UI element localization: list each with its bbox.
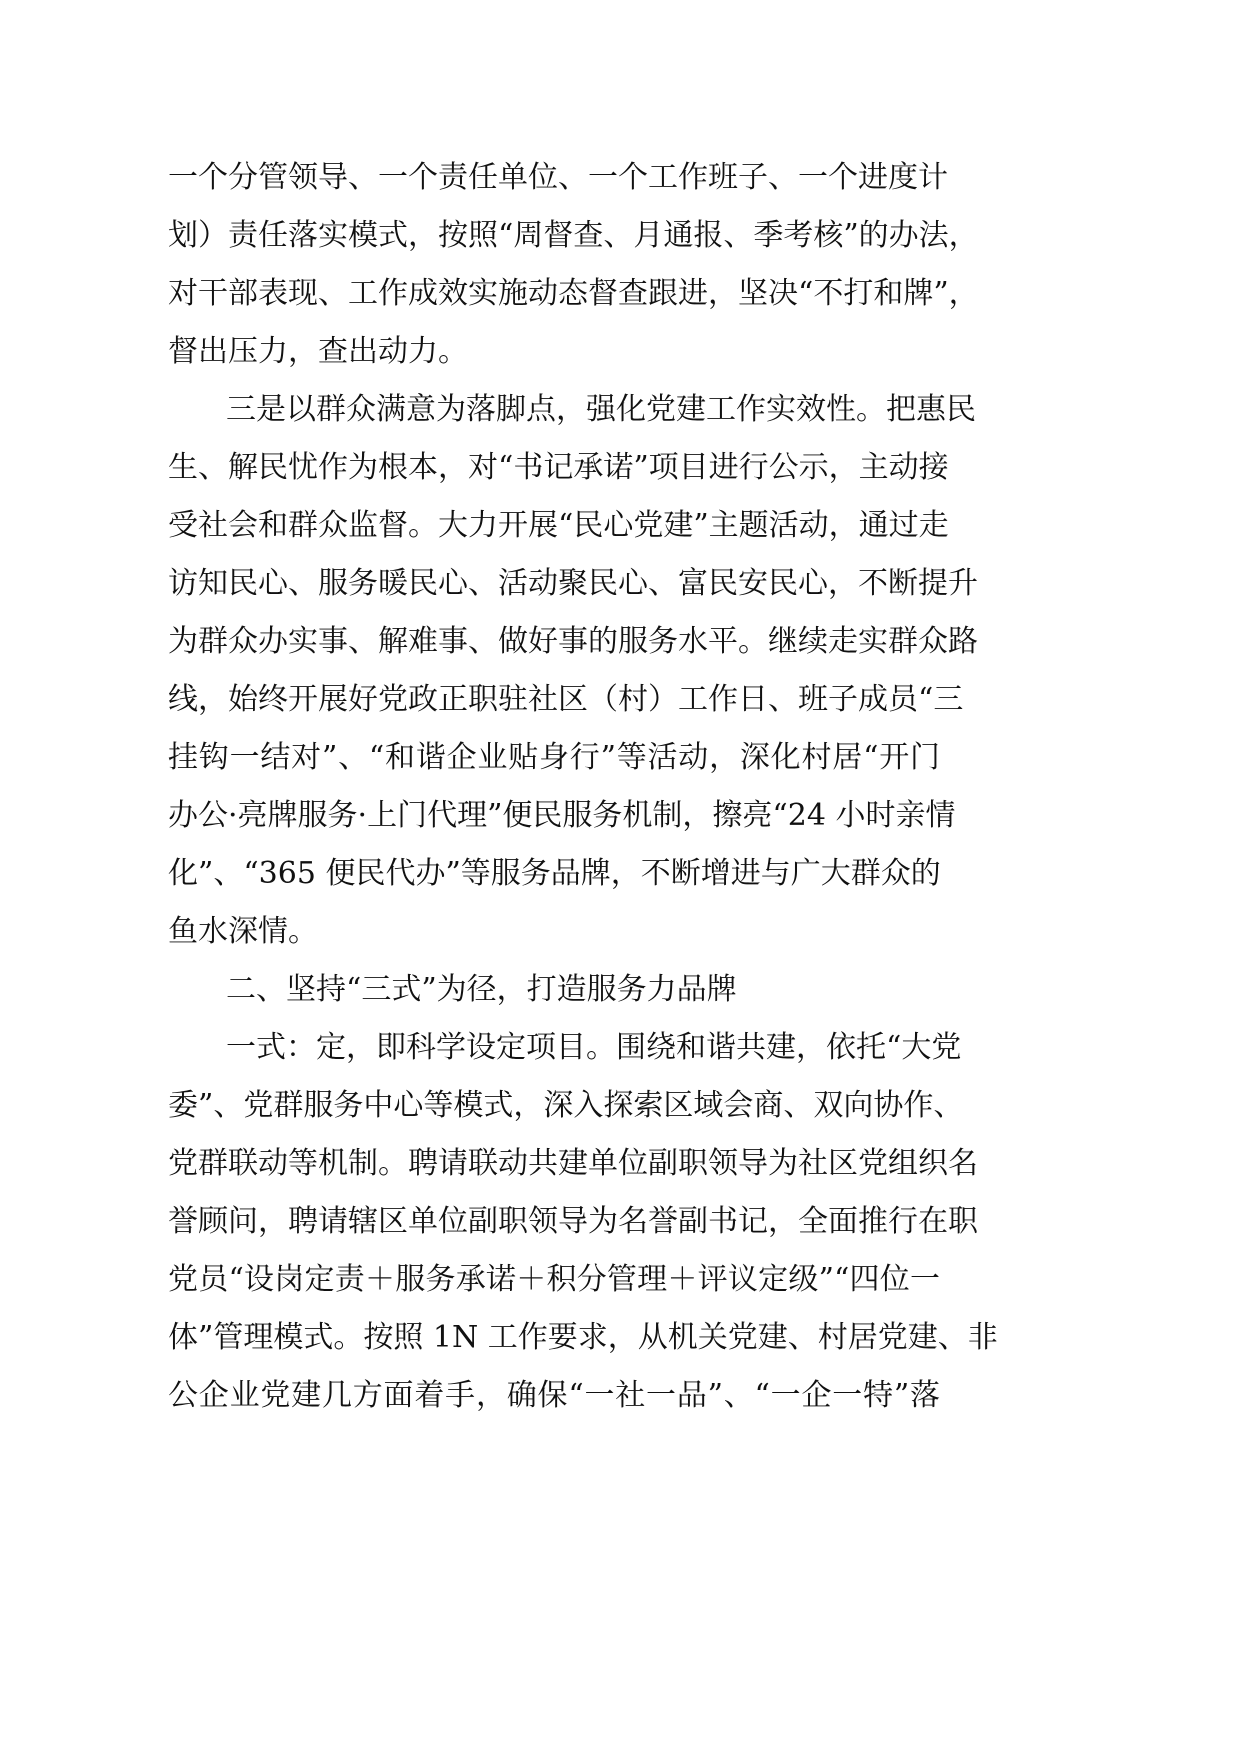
paragraph-point-three bbox=[168, 381, 978, 961]
text-line: 划）责任落实模式，按照“周督查、月通报、季考核”的办法， bbox=[168, 218, 979, 253]
text-line: 受社会和群众监督。大力开展“民心党建”主题活动，通过走 bbox=[168, 508, 949, 543]
text-line: 公企业党建几方面着手，确保“一社一品”、“一企一特”落 bbox=[168, 1378, 940, 1413]
text-line: 督出压力，查出动力。 bbox=[168, 334, 468, 369]
text-line: 一个分管领导、一个责任单位、一个工作班子、一个进度计 bbox=[168, 160, 948, 195]
text-line: 为群众办实事、解难事、做好事的服务水平。继续走实群众路 bbox=[168, 624, 978, 659]
text-line: 对干部表现、工作成效实施动态督查跟进，坚决“不打和牌”， bbox=[168, 276, 979, 311]
text-line: 党员“设岗定责＋服务承诺＋积分管理＋评议定级”“四位一 bbox=[168, 1262, 940, 1297]
document-body bbox=[168, 149, 998, 1425]
text-line: 化”、“365 便民代办”等服务品牌，不断增进与广大群众的 bbox=[168, 856, 941, 891]
heading-line: 二、坚持“三式”为径，打造服务力品牌 bbox=[226, 972, 737, 1007]
text-line: 挂钩一结对”、“和谐企业贴身行”等活动，深化村居“开门 bbox=[168, 740, 940, 775]
paragraph-style-one bbox=[168, 1019, 998, 1425]
text-line: 体”管理模式。按照 1N 工作要求，从机关党建、村居党建、非 bbox=[168, 1320, 998, 1355]
text-line: 委”、党群服务中心等模式，深入探索区域会商、双向协作、 bbox=[168, 1088, 964, 1123]
text-line: 线，始终开展好党政正职驻社区（村）工作日、班子成员“三 bbox=[168, 682, 964, 717]
text-line: 鱼水深情。 bbox=[168, 914, 318, 949]
text-line: 党群联动等机制。聘请联动共建单位副职领导为社区党组织名 bbox=[168, 1146, 978, 1181]
paragraph-continuation bbox=[168, 149, 979, 381]
text-line: 三是以群众满意为落脚点，强化党建工作实效性。把惠民 bbox=[226, 392, 976, 427]
text-line: 誉顾问，聘请辖区单位副职领导为名誉副书记，全面推行在职 bbox=[168, 1204, 978, 1239]
text-line: 一式：定，即科学设定项目。围绕和谐共建，依托“大党 bbox=[226, 1030, 962, 1065]
section-heading bbox=[168, 961, 948, 1019]
text-line: 访知民心、服务暖民心、活动聚民心、富民安民心，不断提升 bbox=[168, 566, 978, 601]
text-line: 生、解民忧作为根本，对“书记承诺”项目进行公示，主动接 bbox=[168, 450, 949, 485]
text-line: 办公·亮牌服务·上门代理”便民服务机制，擦亮“24 小时亲情 bbox=[168, 798, 956, 833]
